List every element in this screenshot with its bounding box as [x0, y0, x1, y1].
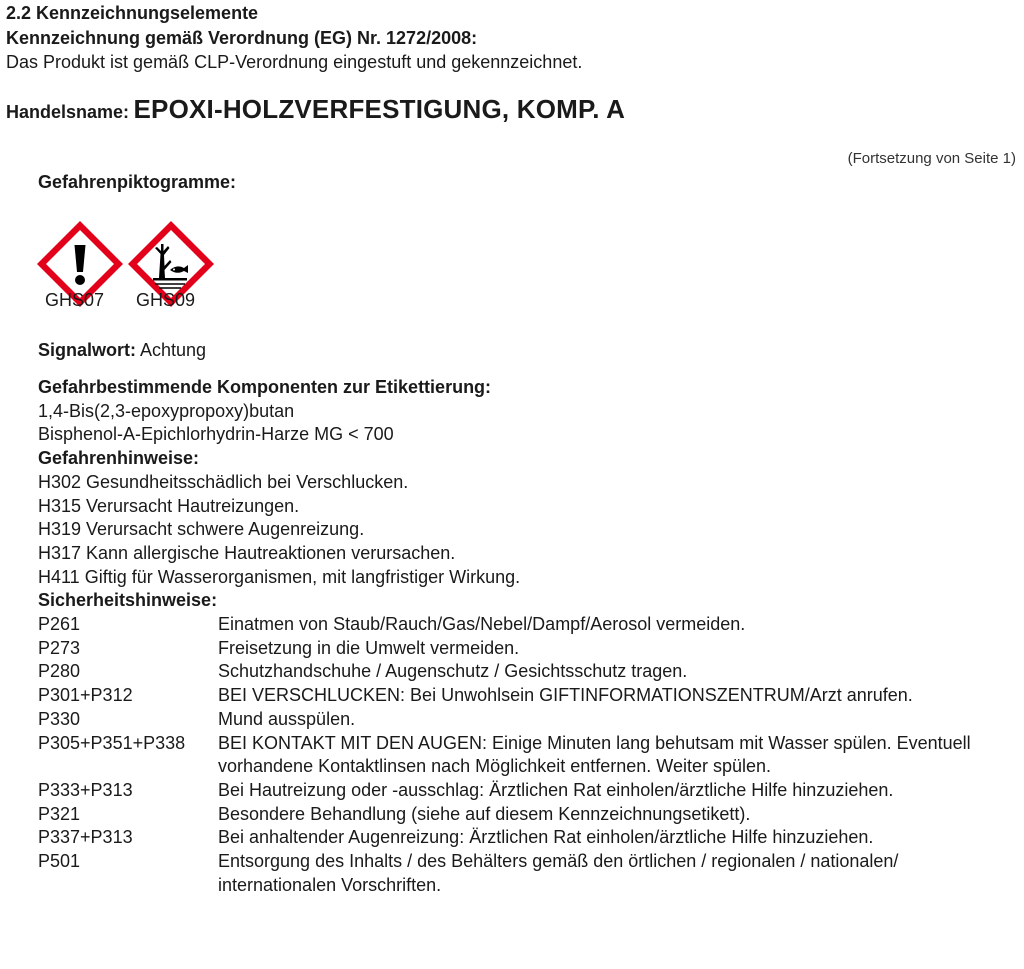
components-heading: Gefahrbestimmende Komponenten zur Etikettierung:	[38, 377, 492, 397]
precaution-row	[38, 803, 1008, 827]
precaution-code: P305+P351+P338	[38, 732, 186, 753]
regulation-title: Kennzeichnung gemäß Verordnung (EG) Nr. 1272/2008:	[6, 28, 478, 48]
precaution-text: Einatmen von Staub/Rauch/Gas/Nebel/Dampf/Aerosol vermeiden.	[218, 614, 746, 635]
precaution-code: P330	[38, 708, 81, 729]
precaution-row	[38, 660, 1008, 684]
precaution-row	[38, 708, 1008, 732]
precaution-code: P301+P312	[38, 685, 133, 706]
precautions-heading: Sicherheitshinweise:	[38, 590, 218, 611]
precaution-code: P333+P313	[38, 779, 133, 800]
trade-name-value: EPOXI-HOLZVERFESTIGUNG, KOMP. A	[133, 94, 626, 124]
pictograms-heading: Gefahrenpiktogramme:	[38, 172, 237, 192]
hazard-statement: H317 Kann allergische Hautreaktionen verursachen.	[38, 542, 456, 563]
hazard-statement: H411 Giftig für Wasserorganismen, mit langfristiger Wirkung.	[38, 566, 521, 587]
precaution-text: Schutzhandschuhe / Augenschutz / Gesichtsschutz tragen.	[218, 661, 688, 682]
signal-word-value: Achtung	[140, 340, 207, 360]
precaution-row	[38, 637, 1008, 661]
precaution-text: Mund ausspülen.	[218, 708, 356, 729]
precaution-row	[38, 826, 1008, 850]
signal-word-label: Signalwort:	[38, 340, 136, 360]
trade-name-label: Handelsname:	[6, 102, 130, 122]
continuation-note: (Fortsetzung von Seite 1)	[847, 150, 1016, 167]
precaution-code: P337+P313	[38, 827, 133, 848]
hazard-statement: H302 Gesundheitsschädlich bei Verschlucken.	[38, 471, 409, 492]
precaution-code: P501	[38, 851, 81, 872]
precaution-code: P273	[38, 637, 81, 658]
precaution-text: Bei Hautreizung oder -ausschlag: Ärztlichen Rat einholen/ärztliche Hilfe hinzuziehen.	[218, 779, 894, 800]
precaution-code: P321	[38, 803, 81, 824]
label-body	[38, 376, 1008, 897]
precaution-text: BEI VERSCHLUCKEN: Bei Unwohlsein GIFTINFORMATIONSZENTRUM/Arzt anrufen.	[218, 685, 913, 706]
hazards-heading: Gefahrenhinweise:	[38, 448, 200, 469]
precaution-text: Bei anhaltender Augenreizung: Ärztlichen Rat einholen/ärztliche Hilfe hinzuziehen.	[218, 827, 874, 848]
precaution-row	[38, 613, 1008, 637]
regulation-text: Das Produkt ist gemäß CLP-Verordnung eingestuft und gekennzeichnet.	[6, 52, 583, 72]
precaution-code: P280	[38, 661, 81, 682]
component-item: 1,4-Bis(2,3-epoxypropoxy)butan	[38, 400, 295, 421]
hazard-statement: H319 Verursacht schwere Augenreizung.	[38, 519, 365, 540]
precaution-row	[38, 684, 1008, 708]
precaution-row	[38, 779, 1008, 803]
precaution-text: Freisetzung in die Umwelt vermeiden.	[218, 637, 520, 658]
precaution-row	[38, 850, 1008, 897]
precaution-text: BEI KONTAKT MIT DEN AUGEN: Einige Minuten lang behutsam mit Wasser spülen. Eventuell vorhandene Kontaktlinsen nach Möglichkeit entfernen. Weiter spülen.	[218, 732, 971, 777]
precaution-code: P261	[38, 614, 81, 635]
trade-name-row	[6, 94, 625, 125]
signal-word	[38, 340, 206, 361]
pictogram-code-ghs07: GHS07	[45, 290, 105, 310]
precaution-row	[38, 732, 1008, 779]
pictogram-code-ghs09: GHS09	[136, 290, 196, 310]
section-title: 2.2 Kennzeichnungselemente	[6, 3, 259, 23]
precaution-text: Besondere Behandlung (siehe auf diesem Kennzeichnungsetikett).	[218, 803, 751, 824]
component-item: Bisphenol-A-Epichlorhydrin-Harze MG < 700	[38, 424, 394, 445]
hazard-statement: H315 Verursacht Hautreizungen.	[38, 495, 300, 516]
precaution-text: Entsorgung des Inhalts / des Behälters gemäß den örtlichen / regionalen / nationalen/ internationalen Vorschriften.	[218, 851, 899, 895]
